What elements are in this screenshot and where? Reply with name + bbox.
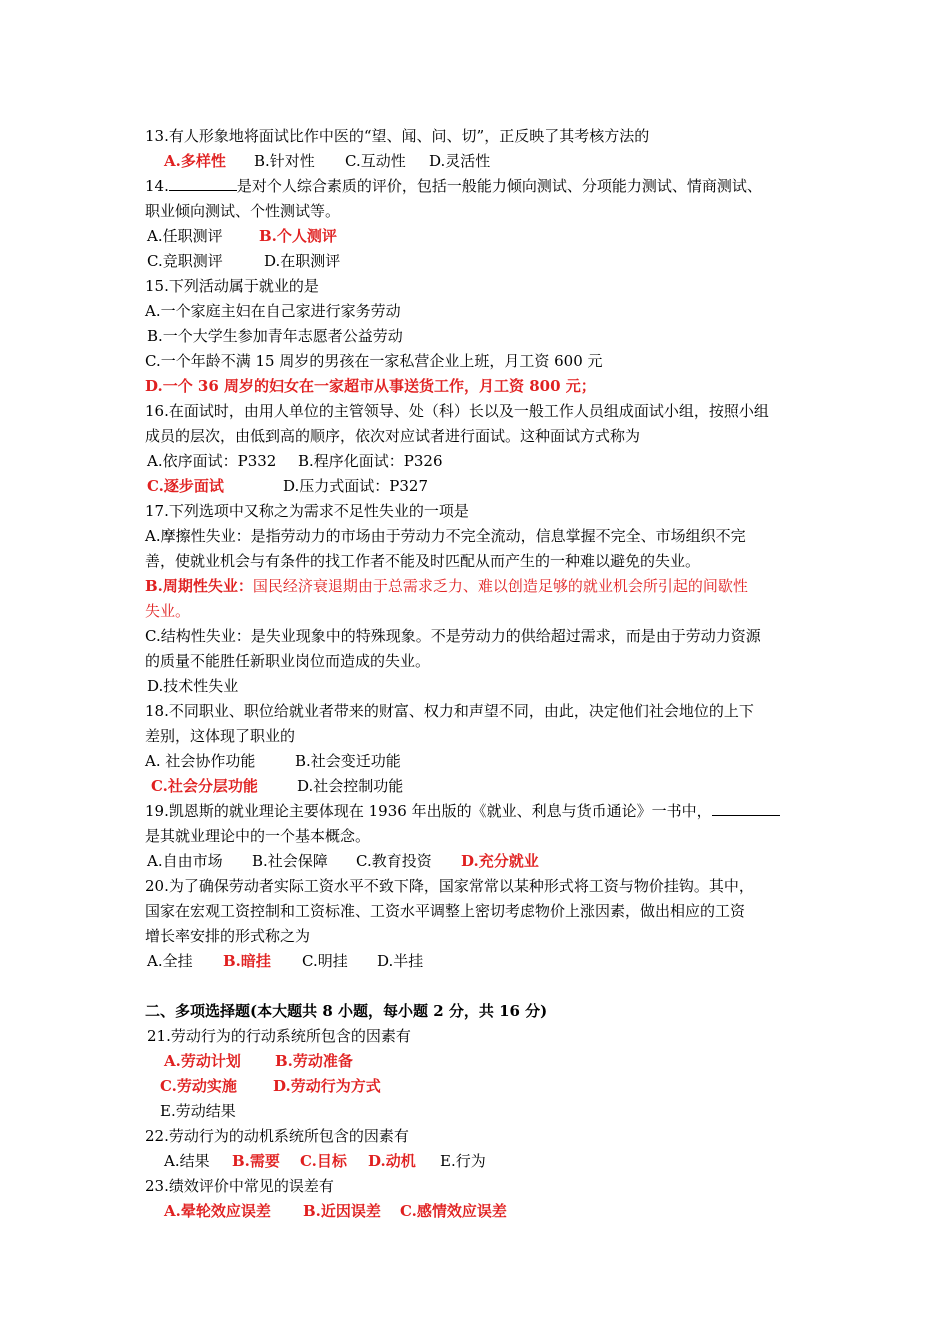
q20-stem-line2: 国家在宏观工资控制和工资标准、工资水平调整上密切考虑物价上涨因素，做出相应的工资: [145, 902, 746, 920]
q21-option-e: E.劳动结果: [160, 1102, 236, 1120]
q18-options-row2: [145, 774, 810, 799]
q20-option-c: C.明挂: [302, 952, 348, 970]
q17-option-a-line2: 善，使就业机会与有条件的找工作者不能及时匹配从而产生的一种难以避免的失业。: [145, 552, 701, 570]
q16-options-row2: [145, 474, 810, 499]
q13-stem: 13.有人形象地将面试比作中医的“望、闻、问、切”，正反映了其考核方法的: [145, 127, 650, 145]
q14-option-a: A.任职测评: [147, 227, 223, 245]
q14-number: 14.: [145, 177, 169, 195]
q15-option-d: D.一个 36 周岁的妇女在一家超市从事送货工作，月工资 800 元；: [145, 377, 596, 395]
q22-option-b: B.需要: [232, 1152, 280, 1170]
q22-option-d: D.动机: [368, 1152, 416, 1170]
q16-option-a: A.依序面试：P332: [147, 452, 277, 470]
q23-option-c: C.感情效应误差: [400, 1202, 507, 1220]
q21-option-b: B.劳动准备: [275, 1052, 353, 1070]
q13-option-b: B.针对性: [254, 152, 315, 170]
q21-options-row1: [145, 1049, 810, 1074]
q18-option-d: D.社会控制功能: [297, 777, 404, 795]
q19-options: [145, 849, 810, 874]
q14-stem: [145, 174, 810, 199]
q14-option-b: B.个人测评: [259, 227, 337, 245]
q17-option-c-line2: 的质量不能胜任新职业岗位而造成的失业。: [145, 652, 431, 670]
q22-option-e: E.行为: [440, 1152, 486, 1170]
section2-title: 二、多项选择题(本大题共 8 小题，每小题 2 分，共 16 分): [145, 1002, 548, 1020]
q14-option-d: D.在职测评: [264, 252, 341, 270]
q20-options: [145, 949, 810, 974]
q16-option-b: B.程序化面试：P326: [298, 452, 443, 470]
q14-stem-line2: 职业倾向测试、个性测试等。: [145, 202, 341, 220]
q19-stem-line2: 是其就业理论中的一个基本概念。: [145, 827, 371, 845]
q15-option-c: C.一个年龄不满 15 周岁的男孩在一家私营企业上班，月工资 600 元: [145, 352, 603, 370]
q19-blank: [712, 799, 780, 816]
q15-option-a: A.一个家庭主妇在自己家进行家务劳动: [145, 302, 401, 320]
q18-option-b: B.社会变迁功能: [295, 752, 401, 770]
q17-option-b-line2: 失业。: [145, 602, 191, 620]
q22-options: [145, 1149, 810, 1174]
q18-options-row1: [145, 749, 810, 774]
q21-option-d: D.劳动行为方式: [273, 1077, 381, 1095]
q23-option-b: B.近因误差: [303, 1202, 381, 1220]
q20-option-d: D.半挂: [377, 952, 424, 970]
q21-options-row3: [145, 1099, 810, 1124]
section-spacer: [145, 974, 810, 999]
q21-stem: 21.劳动行为的行动系统所包含的因素有: [147, 1027, 411, 1045]
q22-stem: 22.劳动行为的动机系统所包含的因素有: [145, 1127, 409, 1145]
q17-option-b-line1: [145, 574, 810, 599]
q20-stem-line1: 20.为了确保劳动者实际工资水平不致下降，国家常常以某种形式将工资与物价挂钩。其中，: [145, 877, 754, 895]
q14-options-row2: [145, 249, 810, 274]
q19-option-d: D.充分就业: [461, 852, 539, 870]
q14-blank: [169, 174, 237, 191]
q20-option-a: A.全挂: [147, 952, 193, 970]
q18-stem-line2: 差别，这体现了职业的: [145, 727, 296, 745]
q16-stem-line1: 16.在面试时，由用人单位的主管领导、处（科）长以及一般工作人员组成面试小组，按照小组: [145, 402, 769, 420]
q18-stem-line1: 18.不同职业、职位给就业者带来的财富、权力和声望不同，由此，决定他们社会地位的上下: [145, 702, 754, 720]
q23-stem: 23.绩效评价中常见的误差有: [145, 1177, 334, 1195]
q15-option-b: B.一个大学生参加青年志愿者公益劳动: [147, 327, 403, 345]
q20-stem-line3: 增长率安排的形式称之为: [145, 927, 311, 945]
q21-option-a: A.劳动计划: [164, 1052, 241, 1070]
q17-option-d: D.技术性失业: [147, 677, 239, 695]
q13-option-c: C.互动性: [345, 152, 406, 170]
q13-option-a: A.多样性: [164, 152, 226, 170]
q13-option-d: D.灵活性: [429, 152, 491, 170]
q20-option-b: B.暗挂: [223, 952, 271, 970]
q14-stem-rest: 是对个人综合素质的评价，包括一般能力倾向测试、分项能力测试、情商测试、: [236, 177, 762, 195]
q19-option-b: B.社会保障: [252, 852, 328, 870]
q13-options: [145, 149, 810, 174]
document-page: [145, 124, 810, 1224]
q19-option-a: A.自由市场: [147, 852, 223, 870]
q23-options: [145, 1199, 810, 1224]
q16-option-d: D.压力式面试：P327: [283, 477, 428, 495]
q18-option-a: A. 社会协作功能: [145, 752, 256, 770]
q14-option-c: C.竞职测评: [147, 252, 223, 270]
q16-option-c: C.逐步面试: [147, 477, 224, 495]
q22-option-a: A.结果: [164, 1152, 210, 1170]
q14-options-row1: [145, 224, 810, 249]
q18-option-c: C.社会分层功能: [151, 777, 258, 795]
q17-option-c-line1: C.结构性失业：是失业现象中的特殊现象。不是劳动力的供给超过需求，而是由于劳动力资源: [145, 627, 761, 645]
q22-option-c: C.目标: [300, 1152, 347, 1170]
q17-option-a-line1: A.摩擦性失业：是指劳动力的市场由于劳动力不完全流动，信息掌握不完全、市场组织不完: [145, 527, 746, 545]
q21-options-row2: [145, 1074, 810, 1099]
q19-option-c: C.教育投资: [356, 852, 432, 870]
q17-option-b-text: 国民经济衰退期由于总需求乏力、难以创造足够的就业机会所引起的间歇性: [252, 577, 748, 595]
q17-option-b-label: B.周期性失业：: [145, 577, 253, 595]
q21-option-c: C.劳动实施: [160, 1077, 237, 1095]
q17-stem: 17.下列选项中又称之为需求不足性失业的一项是: [145, 502, 469, 520]
q16-stem-line2: 成员的层次，由低到高的顺序，依次对应试者进行面试。这种面试方式称为: [145, 427, 641, 445]
q19-stem-line1: [145, 799, 810, 824]
q19-stem-text: 19.凯恩斯的就业理论主要体现在 1936 年出版的《就业、利息与货币通论》一书中，: [145, 802, 712, 820]
q23-option-a: A.晕轮效应误差: [164, 1202, 271, 1220]
q16-options-row1: [145, 449, 810, 474]
q15-stem: 15.下列活动属于就业的是: [145, 277, 319, 295]
